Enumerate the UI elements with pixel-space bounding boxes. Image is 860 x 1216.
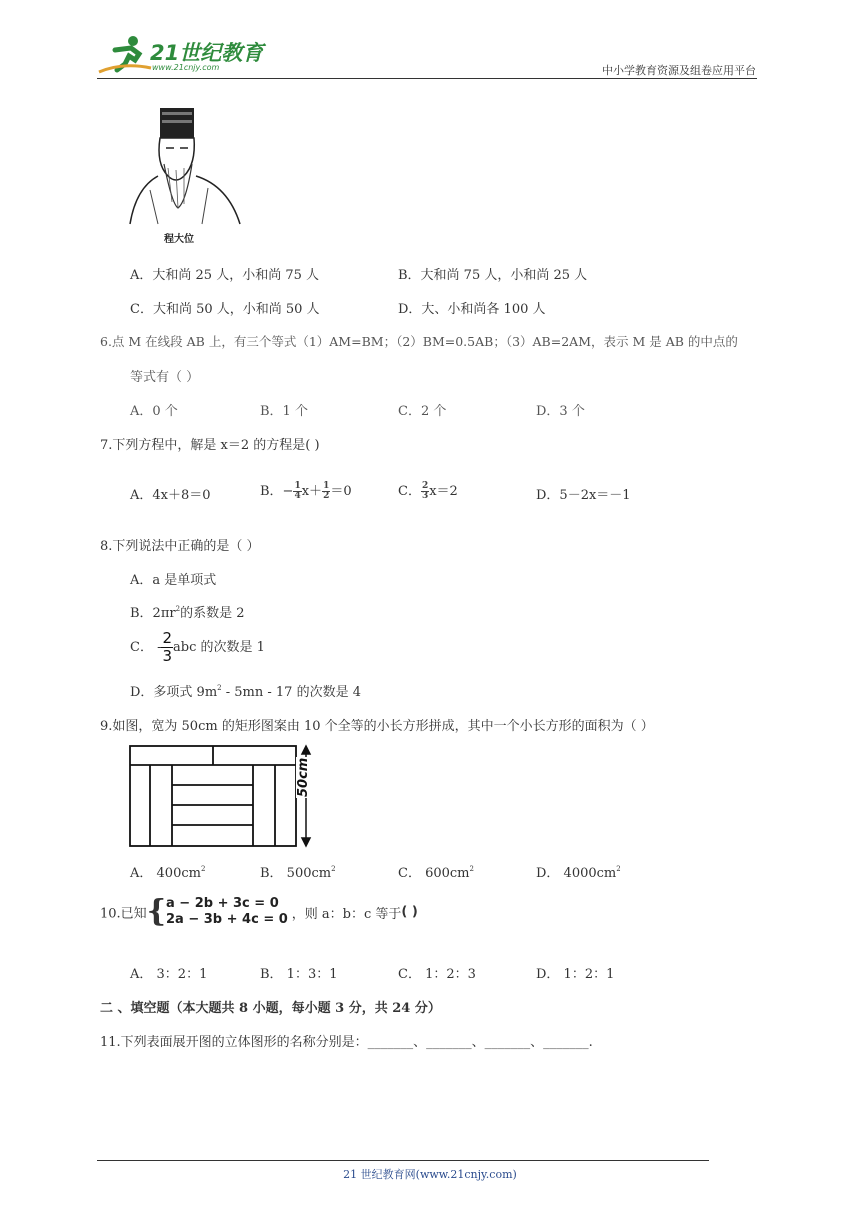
q9-option-a: [130, 862, 205, 881]
option-text: D． 4000cm: [536, 866, 617, 881]
fraction-numerator: 1: [323, 481, 330, 491]
superscript: 2: [331, 865, 336, 873]
fraction-numerator: 2: [421, 481, 429, 491]
q8-option-d-suffix: - 5mn - 17 的次数是 4: [221, 685, 361, 700]
q8-option-c: [130, 630, 265, 665]
q10-suffix: ，则 a：b：c 等于: [291, 906, 402, 922]
fraction-denominator: 2: [323, 491, 330, 501]
fraction: [421, 482, 429, 501]
superscript: 2: [217, 684, 222, 692]
q6-stem-line1: 6.点 M 在线段 AB 上，有三个等式（1）AM=BM；（2）BM=0.5AB；（3）AB=2AM，表示 M 是 AB 的中点的: [100, 334, 738, 349]
q9-option-b: [260, 862, 336, 881]
figure-width-label: 50cm: [296, 757, 311, 797]
q6-option-d: D．3 个: [536, 404, 585, 419]
portrait-caption: 程大位: [164, 234, 194, 245]
option-text: B． 500cm: [260, 866, 332, 881]
q10-option-a: A． 3：2：1: [130, 967, 208, 982]
q8-option-b: [130, 602, 244, 621]
portrait-drawing: [128, 104, 244, 228]
equation-2: 2a − 3b + 4c = 0: [165, 912, 288, 927]
q10-stem: [100, 896, 418, 928]
logo-text: 21世纪教育: [150, 41, 264, 65]
runner-logo-icon: [95, 32, 155, 76]
q7-option-c-prefix: C．: [398, 484, 421, 499]
q5-option-a: A．大和尚 25 人，小和尚 75 人: [130, 268, 320, 283]
q8-option-c-prefix: C． -: [130, 640, 162, 655]
q6-option-c: C．2 个: [398, 404, 447, 419]
q8-stem: 8.下列说法中正确的是（ ）: [100, 539, 260, 554]
superscript: 2: [469, 865, 474, 873]
fraction-denominator: 3: [421, 491, 429, 501]
section-2-title: 二 、填空题（本大题共 8 小题，每小题 3 分，共 24 分）: [100, 1001, 441, 1016]
brace-icon: {: [146, 894, 166, 929]
q9-rectangle-figure: [128, 744, 328, 854]
q8-option-d: [130, 681, 361, 700]
q6-stem-line2: 等式有（ ）: [130, 370, 200, 385]
platform-name: 中小学教育资源及组卷应用平台: [602, 64, 756, 77]
fraction-denominator: 3: [162, 647, 173, 665]
q8-option-b-suffix: 的系数是 2: [180, 606, 245, 621]
q8-option-b-prefix: B．2πr: [130, 606, 176, 621]
superscript: 2: [200, 865, 206, 873]
q7-option-d: D．5－2x＝－1: [536, 488, 631, 503]
q9-stem: 9.如图，宽为 50cm 的矩形图案由 10 个全等的小长方形拼成，其中一个小长方形的面积为（ ）: [100, 719, 654, 734]
q7-option-b-mid: x＋: [301, 484, 323, 499]
q6-option-b: B．1 个: [260, 404, 308, 419]
header-divider: [97, 78, 757, 79]
q7-option-b-suffix: ＝0: [330, 484, 352, 499]
q11-stem: 11.下列表面展开图的立体图形的名称分别是：_______、_______、_______、_______.: [100, 1035, 593, 1050]
footer-divider: [97, 1160, 709, 1161]
q10-option-c: C． 1：2：3: [398, 967, 476, 982]
portrait-image: [128, 104, 244, 244]
equation-1: a − 2b + 3c = 0: [165, 896, 279, 911]
superscript: 2: [616, 865, 621, 873]
q7-option-b: [260, 480, 352, 501]
q7-stem: 7.下列方程中，解是 x＝2 的方程是( ): [100, 438, 320, 453]
q7-option-a: A．4x＋8＝0: [130, 488, 211, 503]
fraction-numerator: 2: [162, 629, 173, 647]
q5-option-d: D．大、小和尚各 100 人: [398, 302, 546, 317]
q8-option-c-suffix: abc 的次数是 1: [173, 640, 265, 655]
fraction-numerator: 1: [294, 481, 301, 491]
q7-option-b-prefix: B．−: [260, 484, 294, 499]
fraction: [161, 630, 173, 665]
q10-answer-paren: ( ): [401, 904, 418, 920]
q5-option-c: C．大和尚 50 人，小和尚 50 人: [130, 302, 320, 317]
q8-option-a: A．a 是单项式: [130, 573, 217, 588]
q8-option-d-prefix: D．多项式 9m: [130, 685, 218, 700]
q5-option-b: B．大和尚 75 人，小和尚 25 人: [398, 268, 588, 283]
equation-system: [166, 896, 288, 928]
q10-option-d: D． 1：2：1: [536, 967, 615, 982]
fraction: [293, 482, 301, 501]
option-text: A． 400cm: [130, 866, 201, 881]
superscript: 2: [175, 605, 181, 613]
q9-option-d: [536, 862, 621, 881]
q6-option-a: A．0 个: [130, 404, 178, 419]
q7-option-c-suffix: x＝2: [429, 484, 458, 499]
q10-option-b: B． 1：3：1: [260, 967, 338, 982]
q9-option-c: [398, 862, 474, 881]
footer-text: 21 世纪教育网(www.21cnjy.com): [343, 1168, 517, 1181]
fraction-denominator: 4: [294, 491, 301, 501]
q7-option-c: [398, 480, 458, 501]
option-text: C． 600cm: [398, 866, 470, 881]
logo-url: www.21cnjy.com: [152, 63, 220, 72]
q10-prefix: 10.已知: [100, 906, 147, 922]
